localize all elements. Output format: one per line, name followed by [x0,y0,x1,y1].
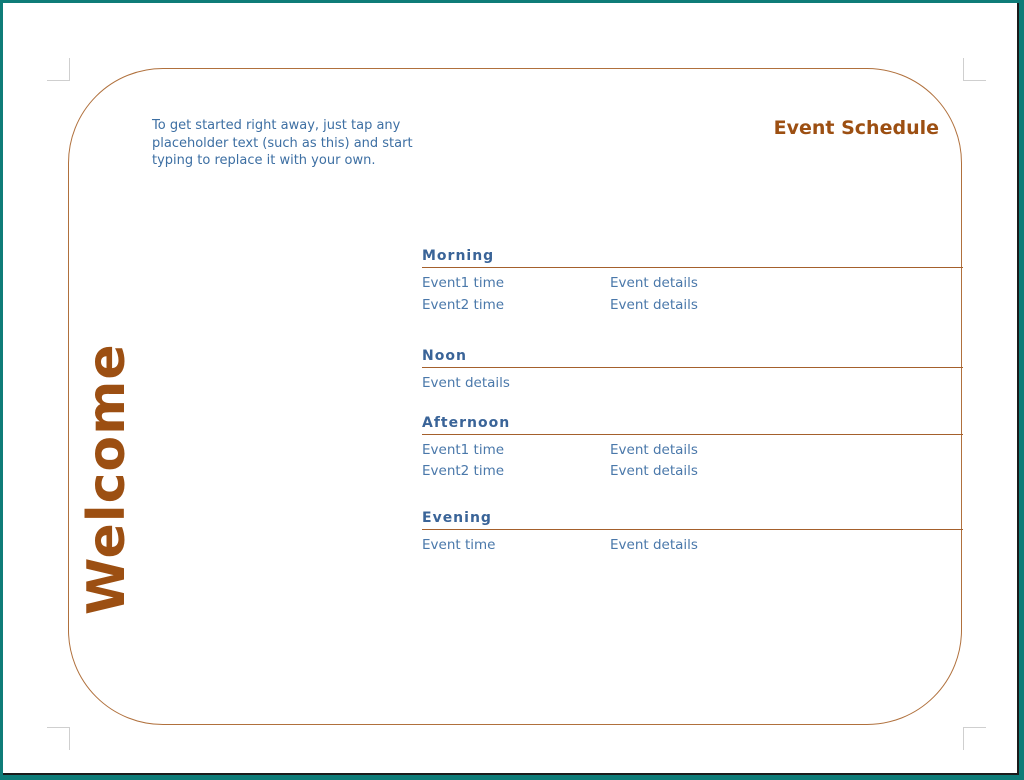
event-details[interactable]: Event details [610,536,698,553]
document-page [3,3,1019,775]
section-afternoon [422,414,963,483]
event-row [422,295,963,317]
event-details[interactable]: Event details [610,275,698,291]
event-row [422,273,963,295]
section-heading[interactable]: Noon [422,347,963,368]
event-time[interactable]: Event2 time [422,296,505,313]
page-title[interactable]: Event Schedule [773,117,939,139]
section-heading[interactable]: Evening [422,509,963,530]
intro-placeholder-text[interactable]: To get started right away, just tap any placeholder text (such as this) and start typing to replace it with your own. [152,118,413,168]
event-schedule [422,247,963,556]
event-details[interactable]: Event details [610,296,698,313]
event-row [422,535,963,557]
event-details[interactable]: Event details [422,375,510,391]
section-heading[interactable]: Afternoon [422,414,963,435]
section-morning [422,247,963,316]
event-row [422,461,963,483]
event-details[interactable]: Event details [610,441,698,458]
event-time[interactable]: Event1 time [422,441,505,458]
section-noon [422,347,963,395]
welcome-vertical-title[interactable]: Welcome [77,343,137,615]
event-row [422,440,963,462]
event-row [422,373,963,395]
event-time[interactable]: Event1 time [422,275,505,291]
event-details[interactable]: Event details [610,463,698,479]
section-heading[interactable]: Morning [422,247,963,268]
crop-mark-top-right [963,58,986,81]
event-time[interactable]: Event2 time [422,463,505,479]
crop-mark-bottom-right [963,727,986,750]
section-evening [422,509,963,557]
crop-mark-top-left [47,58,70,81]
event-time[interactable]: Event time [422,536,496,553]
crop-mark-bottom-left [47,727,70,750]
